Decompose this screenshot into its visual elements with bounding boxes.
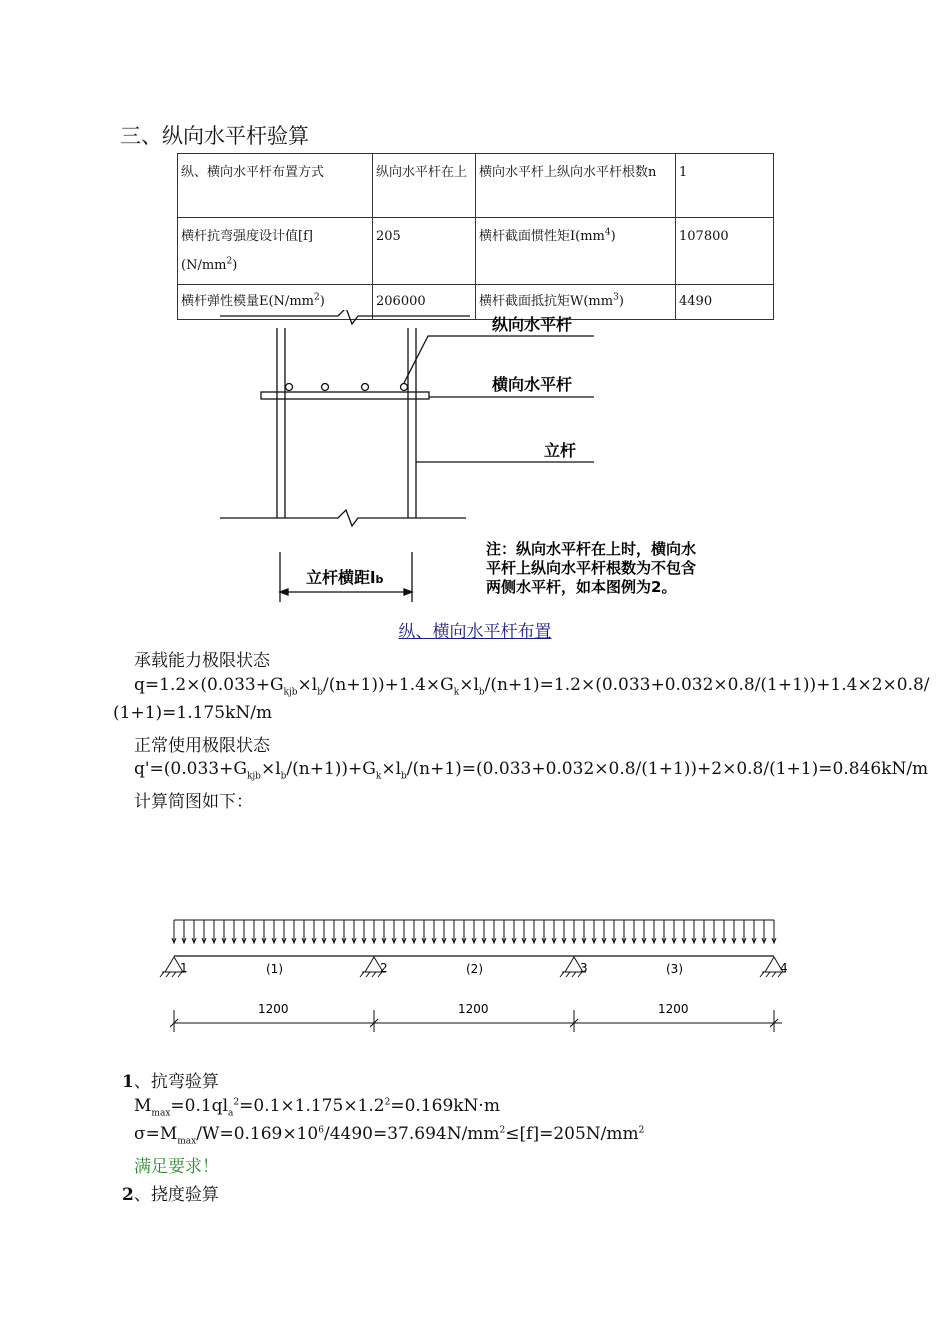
load-arrow: [682, 920, 686, 943]
table-cell: 纵向水平杆在上: [373, 154, 476, 218]
table-cell: 205: [373, 218, 476, 285]
load-arrow: [182, 920, 186, 943]
table-cell: 4490: [676, 285, 774, 320]
load-arrow: [522, 920, 526, 943]
load-arrow: [282, 920, 286, 943]
load-arrow: [392, 920, 396, 943]
load-arrow: [492, 920, 496, 943]
load-arrow: [572, 920, 576, 943]
load-arrow: [642, 920, 646, 943]
longitudinal-bar-circle: [401, 384, 408, 391]
load-arrow: [512, 920, 516, 943]
load-arrow: [372, 920, 376, 943]
load-arrow: [242, 920, 246, 943]
load-arrow: [482, 920, 486, 943]
dimension-tick: [370, 1010, 378, 1032]
load-arrow: [622, 920, 626, 943]
load-arrow: [772, 920, 776, 943]
load-arrow: [422, 920, 426, 943]
load-arrow: [292, 920, 296, 943]
load-arrow: [302, 920, 306, 943]
table-cell: 1: [676, 154, 774, 218]
parameter-table: [177, 153, 774, 320]
load-arrow: [322, 920, 326, 943]
top-break-line: [220, 310, 470, 324]
load-arrow: [232, 920, 236, 943]
table-cell: 横向水平杆上纵向水平杆根数n: [476, 154, 676, 218]
q-formula-line1: $q=1.2\times(0.033+G_{kjb}\times l_b/(n+1))+1.4\times G_k\times l_b/(n+1)=1.2\times(0.033+0.032\times 0.8/(1+1))+1.4\times 2\times 0.8/$: [134, 675, 930, 698]
load-arrow: [542, 920, 546, 943]
load-arrow: [582, 920, 586, 943]
load-arrow: [342, 920, 346, 943]
load-arrow: [472, 920, 476, 943]
note-line-1: 注：纵向水平杆在上时，横向水: [486, 540, 697, 558]
dimension-tick: [570, 1010, 578, 1032]
load-arrow: [362, 920, 366, 943]
note-line-3: 两侧水平杆，如本图例为2。: [486, 578, 677, 596]
bending-title: 1、抗弯验算: [122, 1072, 219, 1092]
dim-arrow-left: [280, 589, 288, 595]
load-arrow: [252, 920, 256, 943]
load-arrow: [612, 920, 616, 943]
load-arrow: [552, 920, 556, 943]
load-arrow: [382, 920, 386, 943]
support-label-4: 4: [780, 961, 788, 975]
load-arrow: [562, 920, 566, 943]
load-arrow: [722, 920, 726, 943]
table-cell: 107800: [676, 218, 774, 285]
label-spacing: 立杆横距lb: [306, 568, 384, 587]
support-label-3: 3: [580, 961, 588, 975]
load-arrow: [672, 920, 676, 943]
load-arrow: [262, 920, 266, 943]
q2-formula: $q'=(0.033+G_{kjb}\times l_b/(n+1))+G_k\times l_b/(n+1)=(0.033+0.032\times 0.8/(1+1))+2\times 0.8/(1+1)=0.846kN/m$: [134, 759, 929, 782]
bottom-break-line: [220, 510, 466, 526]
mmax-formula: $M_{max}=0.1ql_a^2=0.1\times 1.175\times 1.2^2=0.169kN\cdot m$: [134, 1096, 500, 1119]
bending-result: 满足要求！: [134, 1157, 219, 1177]
figure-caption[interactable]: 纵、横向水平杆布置: [398, 622, 552, 642]
table-cell: 纵、横向水平杆布置方式: [178, 154, 373, 218]
load-arrow: [462, 920, 466, 943]
load-arrow: [402, 920, 406, 943]
table-row: [178, 154, 774, 218]
load-arrow: [452, 920, 456, 943]
table-cell: 横杆截面抵抗矩$W(mm^3)$: [476, 285, 676, 320]
load-arrow: [442, 920, 446, 943]
longitudinal-bar-circle: [362, 384, 369, 391]
table-cell: 横杆抗弯强度设计值$[f](N/mm^2)$: [178, 218, 373, 285]
load-arrow: [742, 920, 746, 943]
load-arrow: [432, 920, 436, 943]
layout-figure: [0, 310, 950, 610]
load-arrow: [172, 920, 176, 943]
deflection-title: 2、挠度验算: [122, 1185, 219, 1205]
sls-title: 正常使用极限状态: [134, 736, 270, 756]
table-cell: 横杆截面惯性矩$I(mm^4)$: [476, 218, 676, 285]
load-arrow: [352, 920, 356, 943]
uls-title: 承载能力极限状态: [134, 651, 270, 671]
span-length-3: 1200: [658, 1002, 689, 1016]
load-arrow: [712, 920, 716, 943]
span-label-2: (2): [466, 962, 483, 976]
load-arrow: [752, 920, 756, 943]
table-cell: 横杆弹性模量$E(N/mm^2)$: [178, 285, 373, 320]
load-arrow: [412, 920, 416, 943]
load-arrow: [592, 920, 596, 943]
label-transverse: 横向水平杆: [492, 375, 573, 394]
span-length-1: 1200: [258, 1002, 289, 1016]
beam-diagram: [150, 910, 800, 1040]
support-label-2: 2: [380, 961, 388, 975]
load-arrow: [332, 920, 336, 943]
dimension-tick: [170, 1010, 178, 1032]
section-title: 三、纵向水平杆验算: [120, 124, 309, 148]
longitudinal-bar-circle: [286, 384, 293, 391]
load-arrow: [602, 920, 606, 943]
note-line-2: 平杆上纵向水平杆根数为不包含: [486, 559, 697, 577]
dim-arrow-right: [404, 589, 412, 595]
transverse-bar: [261, 392, 429, 399]
load-arrow: [312, 920, 316, 943]
diagram-intro: 计算简图如下：: [134, 792, 253, 812]
distributed-load: [172, 920, 776, 943]
load-arrow: [272, 920, 276, 943]
load-arrow: [702, 920, 706, 943]
load-arrow: [762, 920, 766, 943]
load-arrow: [212, 920, 216, 943]
sigma-formula: $\sigma=M_{max}/W=0.169\times 10^6/4490=37.694N/mm^2\le[f]=205N/mm^2$: [134, 1124, 645, 1147]
load-arrow: [502, 920, 506, 943]
dimension-tick: [770, 1010, 778, 1032]
label-pole: 立杆: [544, 441, 577, 460]
load-arrow: [532, 920, 536, 943]
table-cell: 206000: [373, 285, 476, 320]
q-formula-line2: (1+1)=1.175kN/m: [113, 703, 273, 723]
load-arrow: [192, 920, 196, 943]
load-arrow: [662, 920, 666, 943]
load-arrow: [632, 920, 636, 943]
load-arrow: [652, 920, 656, 943]
load-arrow: [222, 920, 226, 943]
table-row: [178, 218, 774, 285]
load-arrow: [202, 920, 206, 943]
longitudinal-bar-circle: [322, 384, 329, 391]
span-length-2: 1200: [458, 1002, 489, 1016]
span-label-3: (3): [666, 962, 683, 976]
load-arrow: [732, 920, 736, 943]
support-label-1: 1: [180, 961, 188, 975]
load-arrow: [692, 920, 696, 943]
label-longitudinal: 纵向水平杆: [492, 315, 573, 334]
span-label-1: (1): [266, 962, 283, 976]
